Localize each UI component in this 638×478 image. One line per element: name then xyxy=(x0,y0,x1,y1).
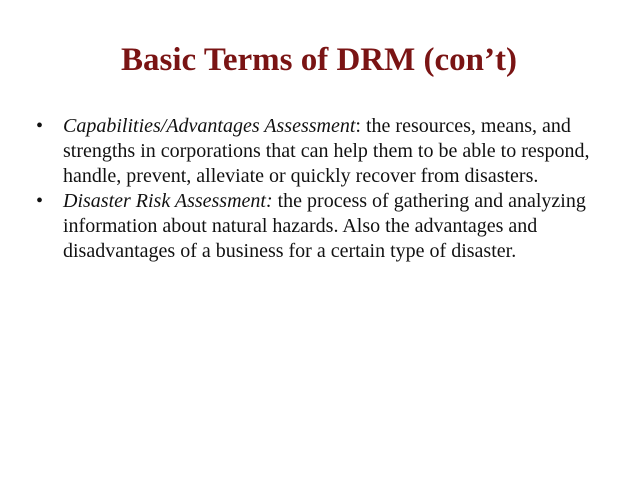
bullet-item-disaster-risk xyxy=(36,189,606,264)
term-capabilities: Capabilities/Advantages Assessment xyxy=(63,115,356,137)
bullet-dot-icon: • xyxy=(36,190,44,212)
slide-title: Basic Terms of DRM (con’t) xyxy=(121,42,517,78)
bullet-dot-icon: • xyxy=(36,115,44,137)
term-separator: : xyxy=(355,115,366,137)
definition-capabilities: the resources, means, and strengths in corporations that can help them to be able to respond, handle, prevent, alleviate or quickly recover from disasters. xyxy=(63,115,590,187)
bullet-list xyxy=(36,114,606,264)
term-disaster-risk: Disaster Risk Assessment: xyxy=(63,190,273,212)
bullet-item-capabilities xyxy=(36,114,606,189)
definition-disaster-risk: the process of gathering and analyzing information about natural hazards. Also the advantages and disadvantages of a business for a certain type of disaster. xyxy=(63,190,586,262)
